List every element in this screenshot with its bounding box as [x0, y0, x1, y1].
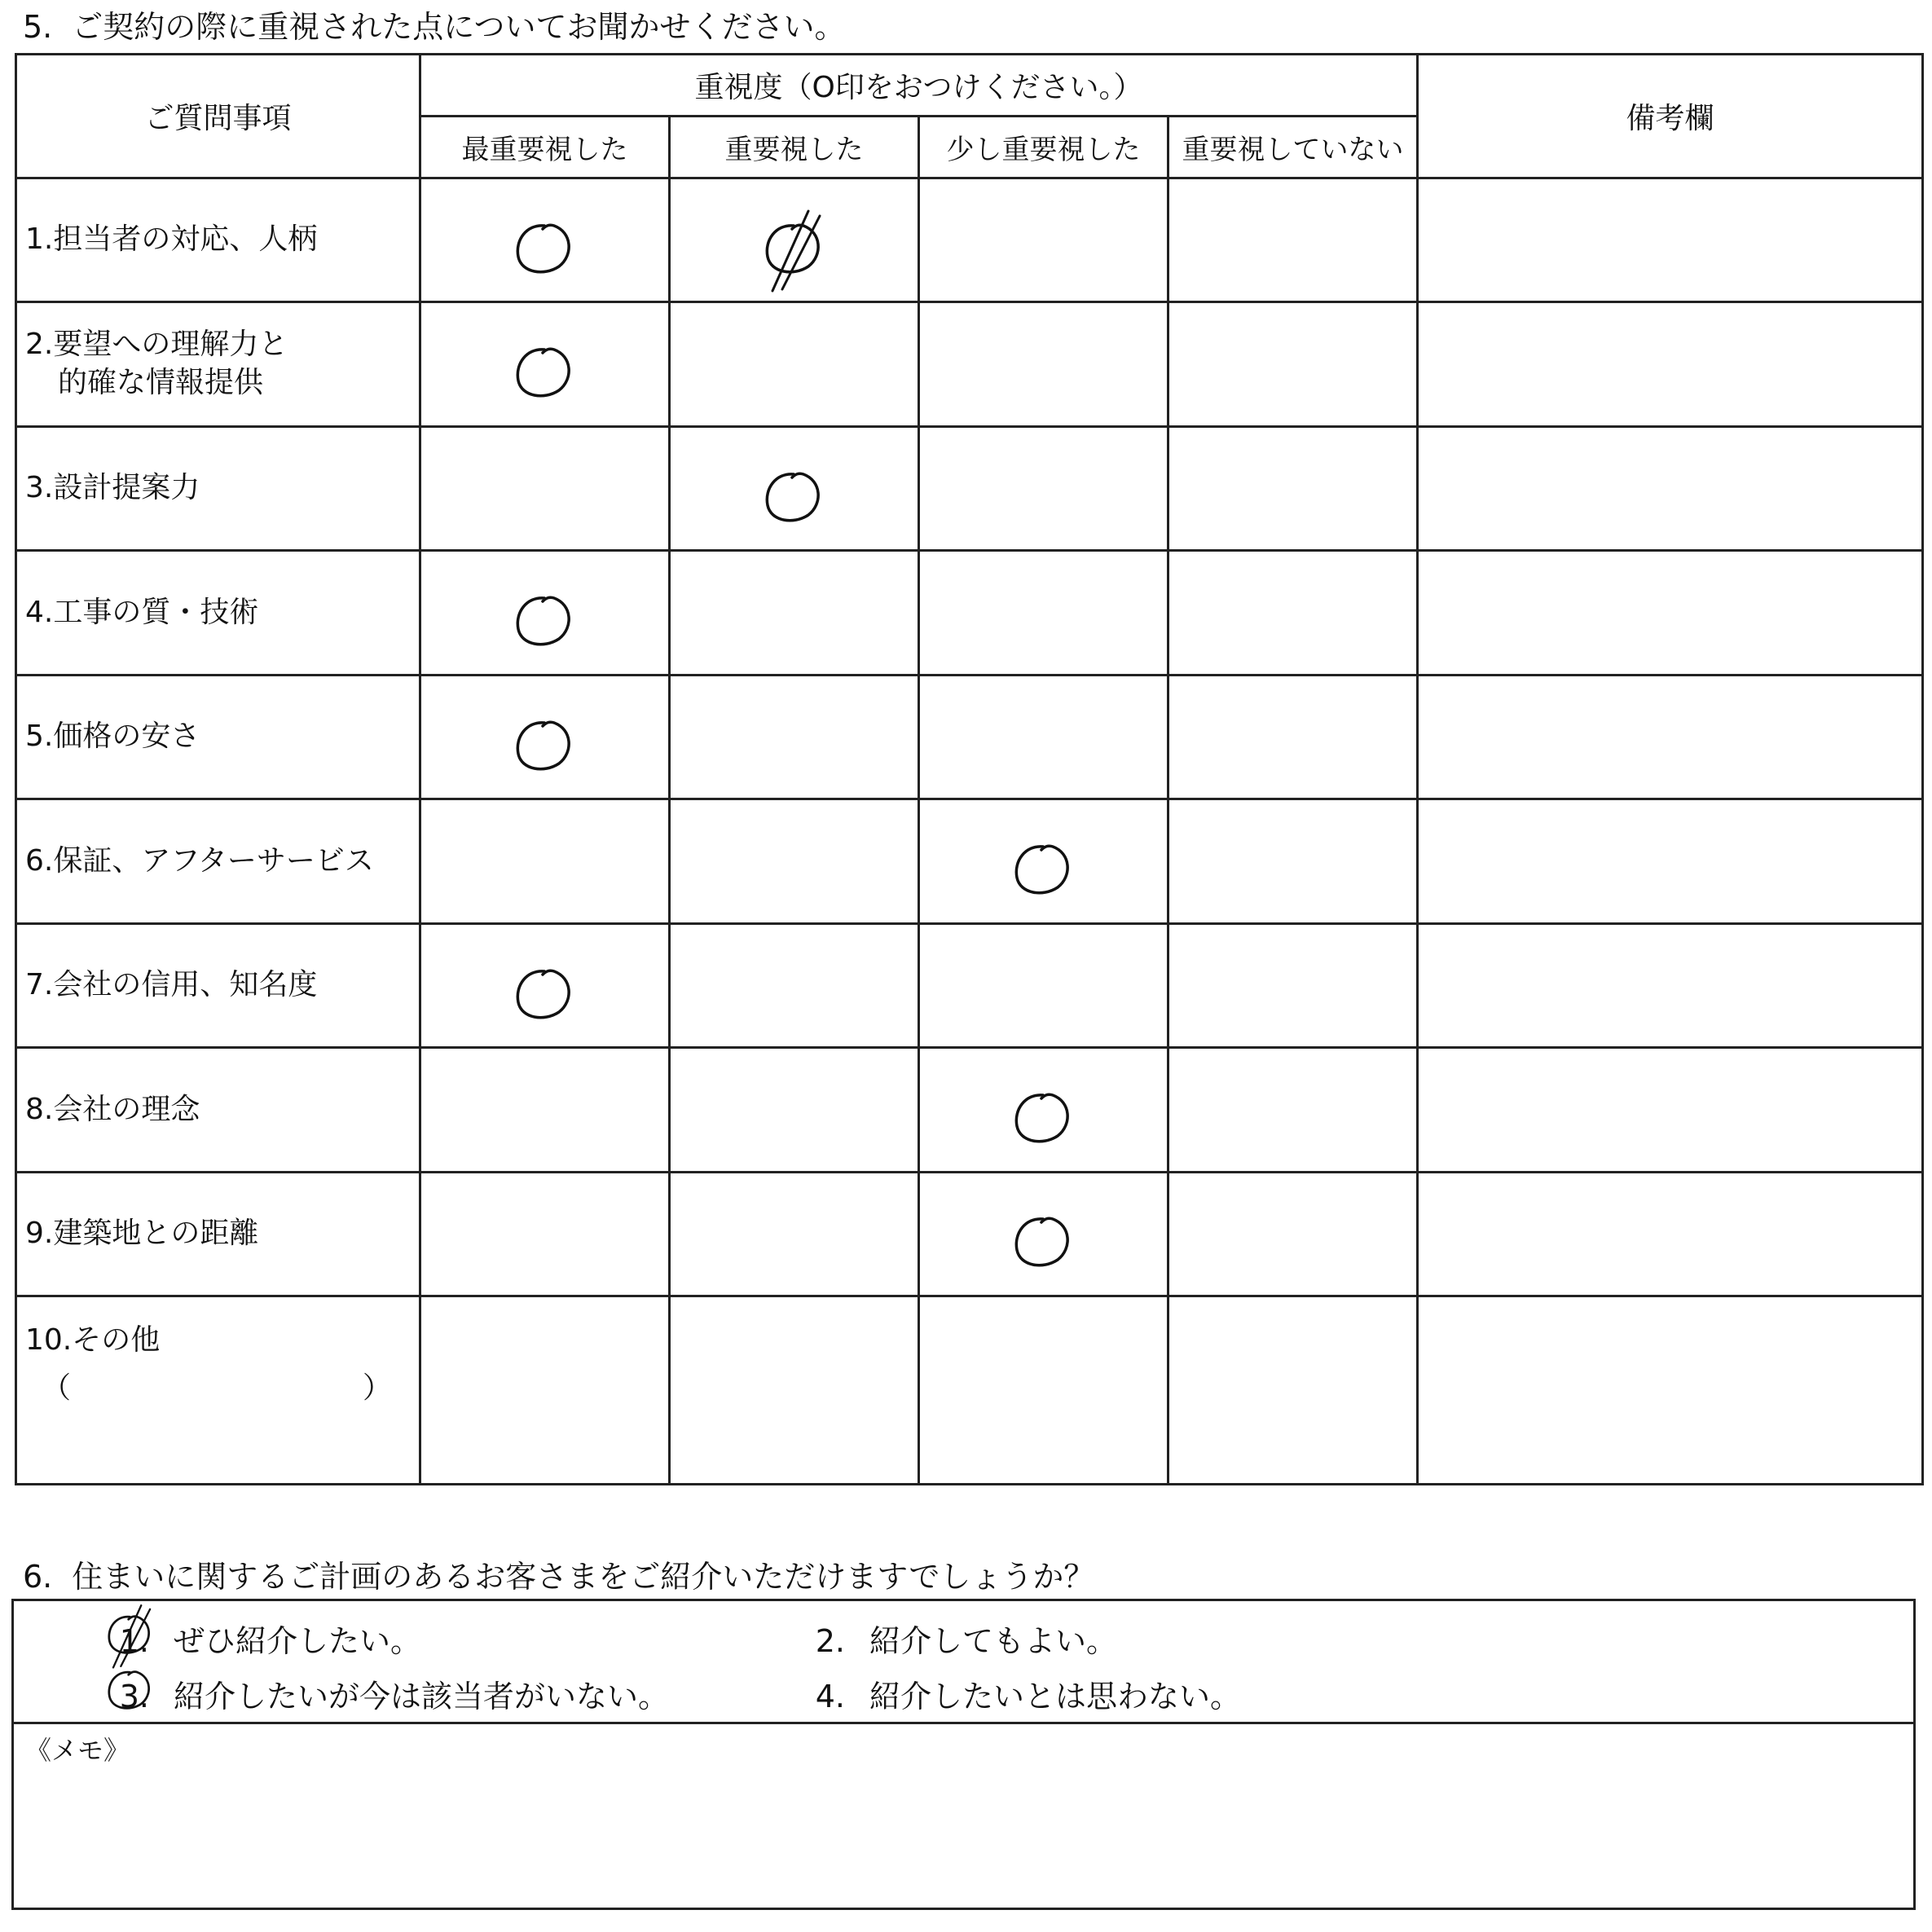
paren-open: （ — [42, 1371, 72, 1406]
rating-cell[interactable] — [919, 1048, 1168, 1172]
table-row — [16, 1048, 1923, 1172]
rating-cell[interactable] — [1168, 799, 1418, 923]
option-number: 4. — [815, 1679, 845, 1714]
rating-cell[interactable] — [919, 551, 1168, 675]
rating-cell[interactable] — [1168, 551, 1418, 675]
rating-cell[interactable] — [1168, 302, 1418, 426]
paren-close: ） — [362, 1371, 392, 1406]
rating-cell[interactable] — [420, 426, 670, 550]
section5-heading — [23, 9, 846, 45]
table-row — [16, 799, 1923, 923]
rating-cell[interactable] — [670, 551, 919, 675]
rating-cell[interactable] — [670, 426, 919, 550]
question-label: 3.設計提案力 — [16, 426, 420, 550]
referral-option-3[interactable] — [84, 1671, 669, 1716]
rating-cell[interactable] — [1168, 178, 1418, 302]
memo-divider — [14, 1722, 1913, 1724]
other-parentheses[interactable] — [25, 1370, 392, 1408]
rating-cell[interactable] — [919, 1296, 1168, 1485]
rating-cell[interactable] — [1168, 1048, 1418, 1172]
table-row — [16, 551, 1923, 675]
remarks-cell[interactable] — [1418, 1296, 1923, 1485]
section6-heading — [23, 1559, 1095, 1595]
table-row — [16, 302, 1923, 426]
rating-cell[interactable] — [919, 178, 1168, 302]
question-label-line1: 2.要望への理解力と — [25, 328, 288, 362]
question-label: 6.保証、アフターサービス — [16, 799, 420, 923]
rating-cell[interactable] — [670, 1296, 919, 1485]
question-label: 7.会社の信用、知名度 — [16, 923, 420, 1047]
referral-option-4[interactable] — [780, 1671, 1241, 1716]
table-row — [16, 1172, 1923, 1296]
section6-number: 6. — [23, 1559, 53, 1595]
circle-mark-icon — [508, 962, 582, 1027]
option-number: 3. — [119, 1679, 149, 1714]
rating-cell[interactable] — [1168, 1296, 1418, 1485]
rating-cell[interactable] — [420, 923, 670, 1047]
question-label — [16, 302, 420, 426]
option-number: 1. — [119, 1623, 149, 1659]
remarks-cell[interactable] — [1418, 1172, 1923, 1296]
rating-cell[interactable] — [420, 799, 670, 923]
circle-mark-icon — [758, 464, 831, 530]
section5-title: ご契約の際に重視された点についてお聞かせください。 — [72, 9, 846, 45]
rating-cell[interactable] — [670, 178, 919, 302]
level-header-important: 重要視した — [670, 117, 919, 178]
rating-cell[interactable] — [670, 675, 919, 799]
memo-label: 《メモ》 — [25, 1735, 130, 1766]
option-text: 紹介したいが今は該当者がいない。 — [174, 1679, 670, 1714]
rating-cell[interactable] — [919, 426, 1168, 550]
question-header: ご質問事項 — [16, 55, 420, 178]
option-number: 2. — [815, 1623, 845, 1659]
question-label-line2: 的確な情報提供 — [58, 366, 264, 400]
importance-table — [15, 53, 1924, 1485]
crossed-circle-mark-icon — [758, 216, 831, 281]
rating-cell[interactable] — [1168, 1172, 1418, 1296]
rating-cell[interactable] — [670, 799, 919, 923]
rating-cell[interactable] — [420, 178, 670, 302]
table-row — [16, 178, 1923, 302]
circle-mark-icon — [102, 1663, 159, 1717]
rating-cell[interactable] — [1168, 426, 1418, 550]
circle-mark-icon — [508, 588, 582, 654]
rating-cell[interactable] — [919, 1172, 1168, 1296]
question-label-other: 10.その他 — [25, 1323, 161, 1358]
table-row — [16, 1296, 1923, 1485]
rating-cell[interactable] — [420, 551, 670, 675]
rating-cell[interactable] — [420, 302, 670, 426]
question-label: 8.会社の理念 — [16, 1048, 420, 1172]
remarks-cell[interactable] — [1418, 1048, 1923, 1172]
referral-option-2[interactable] — [780, 1616, 1117, 1661]
level-header-somewhat-important: 少し重要視した — [919, 117, 1168, 178]
table-row — [16, 426, 1923, 550]
question-label: 1.担当者の対応、人柄 — [16, 178, 420, 302]
circle-mark-icon — [508, 713, 582, 778]
rating-cell[interactable] — [670, 1048, 919, 1172]
referral-option-1[interactable] — [84, 1616, 421, 1661]
referral-options-box — [11, 1599, 1916, 1910]
rating-cell[interactable] — [919, 302, 1168, 426]
remarks-cell[interactable] — [1418, 799, 1923, 923]
remarks-cell[interactable] — [1418, 551, 1923, 675]
table-row — [16, 675, 1923, 799]
option-text: ぜひ紹介したい。 — [174, 1623, 422, 1659]
rating-cell[interactable] — [919, 675, 1168, 799]
remarks-cell[interactable] — [1418, 302, 1923, 426]
rating-cell[interactable] — [919, 923, 1168, 1047]
table-row — [16, 923, 1923, 1047]
question-label: 9.建築地との距離 — [16, 1172, 420, 1296]
circle-mark-icon — [1007, 1085, 1080, 1151]
importance-header: 重視度（O印をおつけください。） — [420, 55, 1418, 117]
rating-cell[interactable] — [919, 799, 1168, 923]
circle-mark-icon — [508, 216, 582, 281]
rating-cell[interactable] — [670, 1172, 919, 1296]
level-header-not-important: 重要視していない — [1168, 117, 1418, 178]
rating-cell[interactable] — [1168, 675, 1418, 799]
remarks-cell[interactable] — [1418, 923, 1923, 1047]
remarks-cell[interactable] — [1418, 675, 1923, 799]
remarks-cell[interactable] — [1418, 178, 1923, 302]
option-text: 紹介したいとは思わない。 — [869, 1679, 1242, 1714]
crossed-circle-mark-icon — [102, 1608, 159, 1661]
remarks-header: 備考欄 — [1418, 55, 1923, 178]
circle-mark-icon — [1007, 1209, 1080, 1274]
memo-area[interactable] — [14, 1725, 1913, 1908]
section6-title: 住まいに関するご計画のあるお客さまをご紹介いただけますでしょうか？ — [72, 1559, 1095, 1595]
question-label — [16, 1296, 420, 1485]
rating-cell[interactable] — [420, 1172, 670, 1296]
rating-cell[interactable] — [420, 1048, 670, 1172]
section5-number: 5. — [23, 9, 53, 45]
rating-cell[interactable] — [420, 1296, 670, 1485]
question-label: 5.価格の安さ — [16, 675, 420, 799]
circle-mark-icon — [508, 340, 582, 405]
option-text: 紹介してもよい。 — [869, 1623, 1118, 1659]
question-label: 4.工事の質・技術 — [16, 551, 420, 675]
rating-cell[interactable] — [1168, 923, 1418, 1047]
level-header-most-important: 最重要視した — [420, 117, 670, 178]
circle-mark-icon — [1007, 837, 1080, 902]
rating-cell[interactable] — [420, 675, 670, 799]
rating-cell[interactable] — [670, 923, 919, 1047]
remarks-cell[interactable] — [1418, 426, 1923, 550]
rating-cell[interactable] — [670, 302, 919, 426]
